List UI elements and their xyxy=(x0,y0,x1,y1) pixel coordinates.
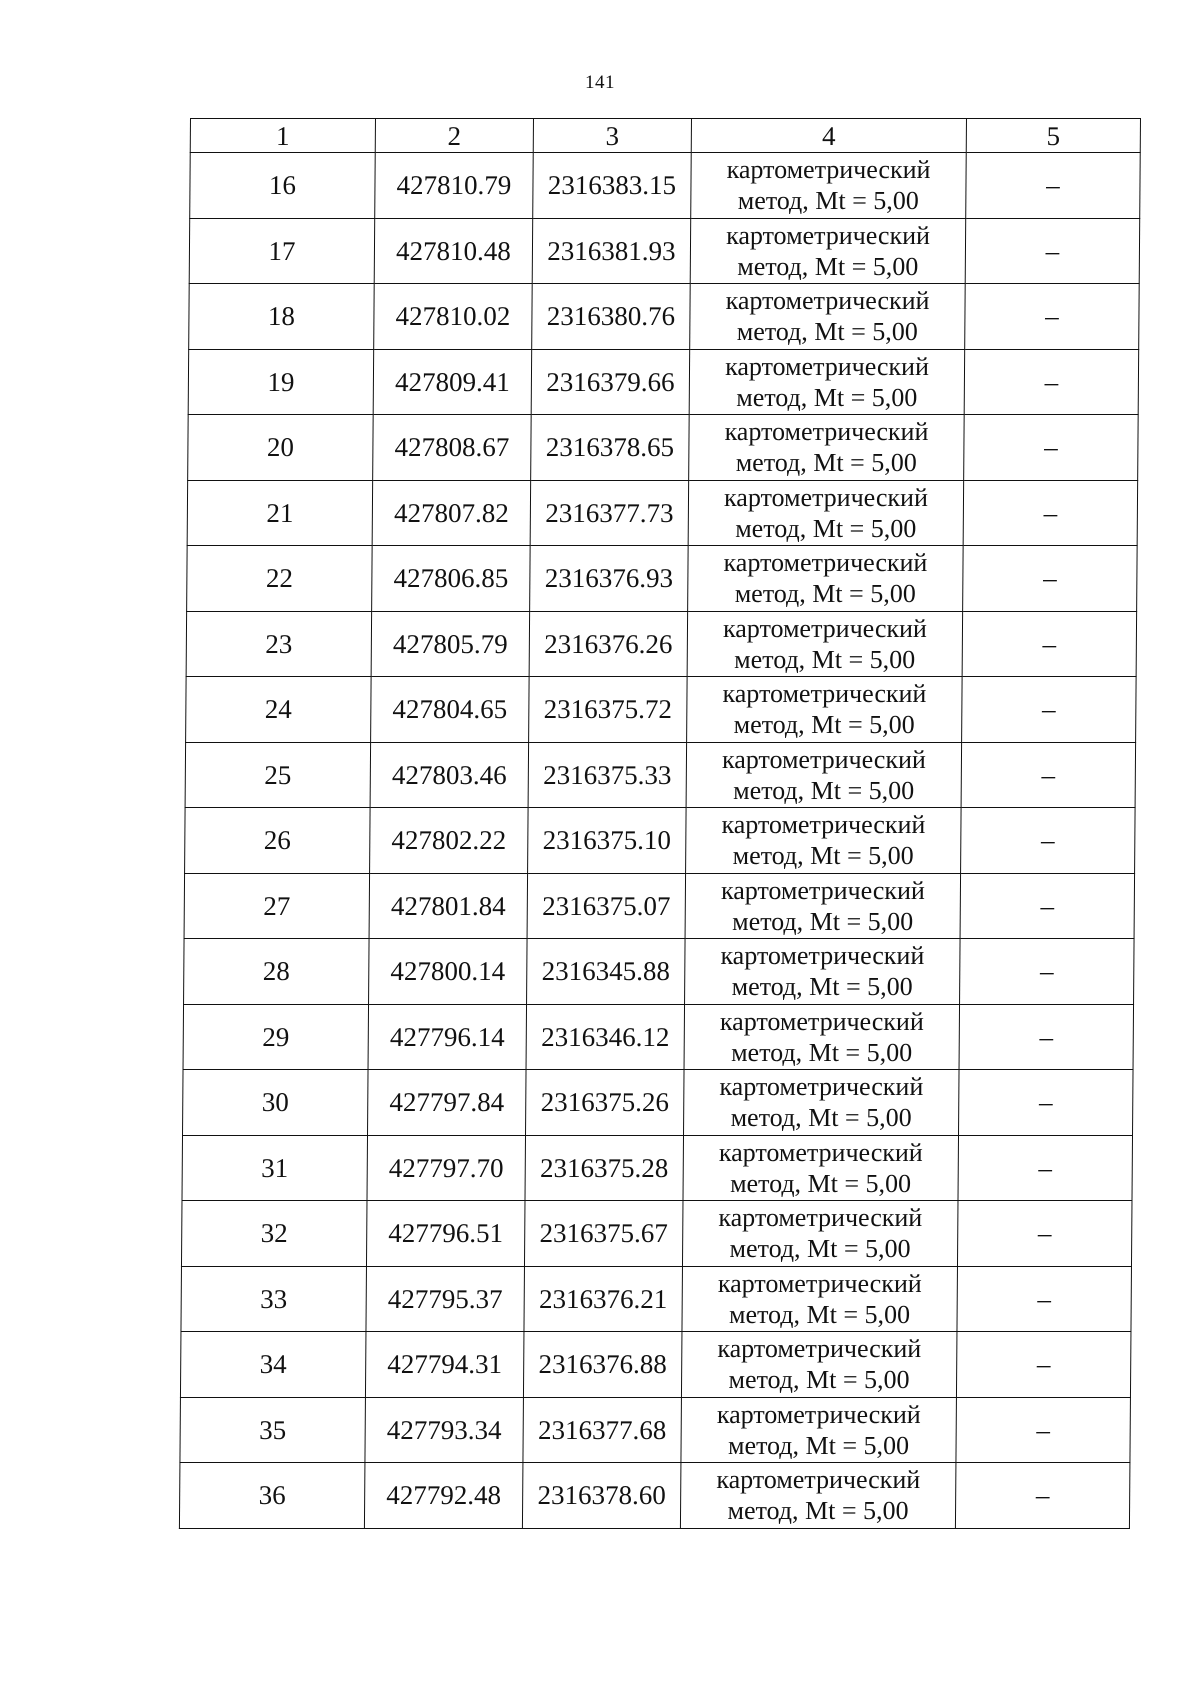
point-number-cell: 32 xyxy=(181,1201,367,1267)
method-line-2: метод, Mt = 5,00 xyxy=(727,1496,909,1526)
header-row xyxy=(190,119,1140,153)
x-coordinate-cell: 427805.79 xyxy=(371,611,530,677)
method-line-1: картометрический xyxy=(724,482,929,512)
table-row xyxy=(184,873,1135,939)
method-cell xyxy=(685,873,961,939)
table-row xyxy=(184,939,1135,1005)
method-line-1: картометрический xyxy=(726,220,931,250)
method-cell xyxy=(689,349,965,415)
x-coordinate-cell: 427800.14 xyxy=(369,939,528,1005)
x-coordinate-cell: 427802.22 xyxy=(370,808,529,874)
x-coordinate-cell: 427806.85 xyxy=(372,546,531,612)
x-coordinate-cell: 427796.51 xyxy=(366,1201,525,1267)
note-cell: – xyxy=(965,218,1140,284)
method-cell xyxy=(681,1332,957,1398)
note-cell: – xyxy=(960,873,1135,939)
table-row xyxy=(180,1332,1131,1398)
method-cell xyxy=(686,742,962,808)
method-line-2: метод, Mt = 5,00 xyxy=(727,1430,910,1460)
x-coordinate-cell: 427804.65 xyxy=(371,677,530,743)
method-line-1: картометрический xyxy=(717,1268,922,1298)
method-line-1: картометрический xyxy=(725,351,930,381)
point-number-cell: 25 xyxy=(185,742,371,808)
table-row xyxy=(181,1266,1132,1332)
method-line-1: картометрический xyxy=(717,1334,922,1364)
method-line-2: метод, Mt = 5,00 xyxy=(728,1299,911,1329)
point-number-cell: 27 xyxy=(184,873,370,939)
x-coordinate-cell: 427792.48 xyxy=(364,1463,523,1529)
y-coordinate-cell: 2316375.28 xyxy=(525,1135,684,1201)
x-coordinate-cell: 427809.41 xyxy=(373,349,532,415)
point-number-cell: 35 xyxy=(180,1397,366,1463)
y-coordinate-cell: 2316376.88 xyxy=(523,1332,682,1398)
note-cell: – xyxy=(956,1397,1131,1463)
note-cell: – xyxy=(964,349,1139,415)
x-coordinate-cell: 427793.34 xyxy=(365,1397,524,1463)
point-number-cell: 28 xyxy=(184,939,370,1005)
point-number-cell: 33 xyxy=(181,1266,367,1332)
method-line-1: картометрический xyxy=(722,679,927,709)
method-cell xyxy=(688,480,964,546)
y-coordinate-cell: 2316376.21 xyxy=(524,1266,683,1332)
method-line-2: метод, Mt = 5,00 xyxy=(737,251,919,281)
column-header: 4 xyxy=(691,119,966,153)
note-cell: – xyxy=(963,480,1138,546)
point-number-cell: 31 xyxy=(182,1135,368,1201)
y-coordinate-cell: 2316383.15 xyxy=(533,153,692,219)
method-cell xyxy=(689,415,965,481)
table-row xyxy=(179,1463,1130,1529)
y-coordinate-cell: 2316377.68 xyxy=(523,1397,682,1463)
y-coordinate-cell: 2316375.10 xyxy=(528,808,687,874)
point-number-cell: 20 xyxy=(188,415,374,481)
column-header: 1 xyxy=(190,119,375,153)
method-line-2: метод, Mt = 5,00 xyxy=(729,1234,911,1264)
method-line-2: метод, Mt = 5,00 xyxy=(730,1168,912,1198)
method-cell xyxy=(686,808,962,874)
method-line-2: метод, Mt = 5,00 xyxy=(735,448,917,478)
note-cell: – xyxy=(958,1135,1133,1201)
point-number-cell: 17 xyxy=(189,218,375,284)
column-header: 2 xyxy=(375,119,533,153)
method-line-2: метод, Mt = 5,00 xyxy=(733,710,915,740)
method-cell xyxy=(687,611,963,677)
note-cell: – xyxy=(963,546,1138,612)
method-line-1: картометрический xyxy=(719,1006,924,1036)
method-line-2: метод, Mt = 5,00 xyxy=(734,579,916,609)
table-row xyxy=(190,153,1141,219)
x-coordinate-cell: 427810.48 xyxy=(374,218,533,284)
note-cell: – xyxy=(962,611,1137,677)
column-header: 5 xyxy=(966,119,1140,153)
method-cell xyxy=(690,218,966,284)
y-coordinate-cell: 2316375.26 xyxy=(526,1070,685,1136)
table-row xyxy=(181,1201,1132,1267)
method-line-2: метод, Mt = 5,00 xyxy=(736,317,918,347)
method-cell xyxy=(691,153,967,219)
method-line-2: метод, Mt = 5,00 xyxy=(732,841,914,871)
method-cell xyxy=(684,1004,960,1070)
y-coordinate-cell: 2316376.93 xyxy=(530,546,689,612)
note-cell: – xyxy=(965,284,1140,350)
note-cell: – xyxy=(956,1332,1131,1398)
x-coordinate-cell: 427797.84 xyxy=(368,1070,527,1136)
method-cell xyxy=(684,1070,960,1136)
point-number-cell: 18 xyxy=(189,284,375,350)
table-row xyxy=(186,611,1137,677)
method-line-1: картометрический xyxy=(720,941,925,971)
method-cell xyxy=(681,1397,957,1463)
note-cell: – xyxy=(960,939,1135,1005)
x-coordinate-cell: 427795.37 xyxy=(366,1266,525,1332)
y-coordinate-cell: 2316378.65 xyxy=(531,415,690,481)
coordinates-table-wrapper xyxy=(179,118,1140,1529)
method-line-2: метод, Mt = 5,00 xyxy=(732,906,914,936)
table-row xyxy=(189,284,1140,350)
table-row xyxy=(183,1070,1134,1136)
method-cell xyxy=(688,546,964,612)
note-cell: – xyxy=(959,1004,1134,1070)
method-line-1: картометрический xyxy=(723,548,928,578)
y-coordinate-cell: 2316379.66 xyxy=(531,349,690,415)
x-coordinate-cell: 427810.02 xyxy=(374,284,533,350)
table-row xyxy=(183,1004,1134,1070)
note-cell: – xyxy=(961,808,1136,874)
point-number-cell: 16 xyxy=(190,153,376,219)
y-coordinate-cell: 2316346.12 xyxy=(526,1004,685,1070)
method-line-1: картометрический xyxy=(718,1203,923,1233)
note-cell: – xyxy=(964,415,1139,481)
method-line-1: картометрический xyxy=(724,417,929,447)
point-number-cell: 30 xyxy=(183,1070,369,1136)
method-line-1: картометрический xyxy=(726,155,931,185)
method-line-2: метод, Mt = 5,00 xyxy=(731,1037,913,1067)
note-cell: – xyxy=(962,677,1137,743)
method-line-1: картометрический xyxy=(722,613,928,643)
note-cell: – xyxy=(957,1201,1132,1267)
x-coordinate-cell: 427803.46 xyxy=(370,742,529,808)
x-coordinate-cell: 427797.70 xyxy=(367,1135,526,1201)
table-row xyxy=(180,1397,1131,1463)
y-coordinate-cell: 2316380.76 xyxy=(532,284,691,350)
method-line-2: метод, Mt = 5,00 xyxy=(735,513,917,543)
method-line-1: картометрический xyxy=(721,810,926,840)
table-row xyxy=(189,218,1140,284)
method-line-1: картометрический xyxy=(725,286,930,316)
coordinates-table xyxy=(179,118,1141,1529)
y-coordinate-cell: 2316376.26 xyxy=(529,611,688,677)
y-coordinate-cell: 2316375.07 xyxy=(527,873,686,939)
method-cell xyxy=(682,1266,958,1332)
point-number-cell: 26 xyxy=(185,808,371,874)
point-number-cell: 29 xyxy=(183,1004,369,1070)
y-coordinate-cell: 2316345.88 xyxy=(527,939,686,1005)
method-cell xyxy=(683,1135,959,1201)
point-number-cell: 21 xyxy=(187,480,373,546)
method-line-2: метод, Mt = 5,00 xyxy=(737,186,919,216)
method-line-2: метод, Mt = 5,00 xyxy=(736,382,918,412)
table-header xyxy=(190,119,1140,153)
method-line-2: метод, Mt = 5,00 xyxy=(731,972,913,1002)
method-line-1: картометрический xyxy=(716,1465,921,1495)
point-number-cell: 34 xyxy=(180,1332,366,1398)
method-line-1: картометрический xyxy=(716,1399,921,1429)
method-line-1: картометрический xyxy=(720,875,925,905)
y-coordinate-cell: 2316378.60 xyxy=(522,1463,681,1529)
method-line-2: метод, Mt = 5,00 xyxy=(730,1103,912,1133)
y-coordinate-cell: 2316375.33 xyxy=(528,742,687,808)
y-coordinate-cell: 2316375.67 xyxy=(524,1201,683,1267)
x-coordinate-cell: 427794.31 xyxy=(365,1332,524,1398)
method-line-2: метод, Mt = 5,00 xyxy=(728,1365,910,1395)
method-cell xyxy=(682,1201,958,1267)
table-row xyxy=(185,742,1136,808)
note-cell: – xyxy=(957,1266,1132,1332)
point-number-cell: 36 xyxy=(179,1463,365,1529)
table-body xyxy=(179,153,1140,1529)
table-row xyxy=(188,349,1139,415)
method-line-1: картометрический xyxy=(721,744,926,774)
table-row xyxy=(185,808,1136,874)
method-cell xyxy=(680,1463,956,1529)
method-cell xyxy=(690,284,966,350)
method-cell xyxy=(685,939,961,1005)
method-line-1: картометрический xyxy=(719,1072,924,1102)
table-row xyxy=(187,546,1138,612)
x-coordinate-cell: 427807.82 xyxy=(372,480,531,546)
note-cell: – xyxy=(959,1070,1134,1136)
table-row xyxy=(182,1135,1133,1201)
method-cell xyxy=(687,677,963,743)
point-number-cell: 22 xyxy=(187,546,373,612)
x-coordinate-cell: 427810.79 xyxy=(375,153,534,219)
table-row xyxy=(186,677,1137,743)
table-row xyxy=(187,480,1138,546)
point-number-cell: 23 xyxy=(186,611,372,677)
y-coordinate-cell: 2316381.93 xyxy=(532,218,691,284)
y-coordinate-cell: 2316375.72 xyxy=(529,677,688,743)
note-cell: – xyxy=(966,153,1141,219)
method-line-2: метод, Mt = 5,00 xyxy=(733,775,915,805)
method-line-1: картометрический xyxy=(718,1137,923,1167)
x-coordinate-cell: 427801.84 xyxy=(369,873,528,939)
x-coordinate-cell: 427796.14 xyxy=(368,1004,527,1070)
column-header: 3 xyxy=(533,119,691,153)
table-row xyxy=(188,415,1139,481)
point-number-cell: 24 xyxy=(186,677,372,743)
x-coordinate-cell: 427808.67 xyxy=(373,415,532,481)
page-number: 141 xyxy=(585,72,615,93)
y-coordinate-cell: 2316377.73 xyxy=(530,480,689,546)
note-cell: – xyxy=(955,1463,1130,1529)
note-cell: – xyxy=(961,742,1136,808)
point-number-cell: 19 xyxy=(188,349,374,415)
method-line-2: метод, Mt = 5,00 xyxy=(734,644,916,674)
